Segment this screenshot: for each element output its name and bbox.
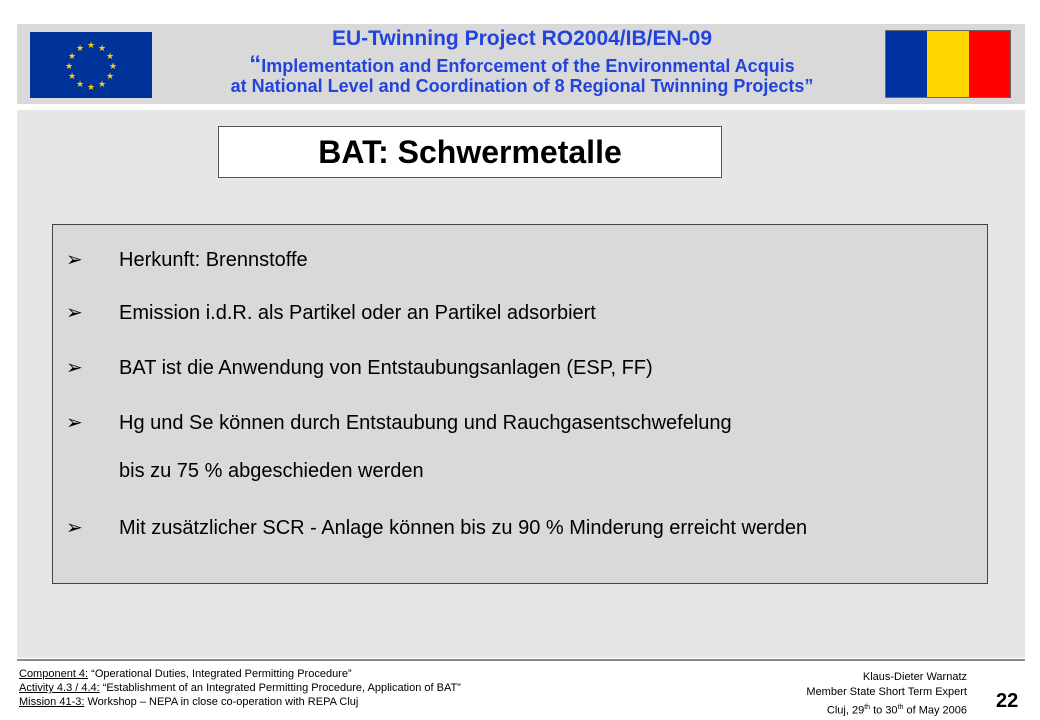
romania-flag-icon (885, 30, 1011, 98)
event-date (806, 700, 967, 719)
footer-mission-line (19, 695, 461, 709)
project-subtitle-line-2: at National Level and Coordination of 8 Regional Twinning Projects” (230, 76, 814, 97)
date-suffix: of May 2006 (903, 704, 967, 717)
arrowhead-bullet-icon: ➢ (66, 249, 83, 271)
footer-activity-line (19, 681, 461, 695)
arrowhead-bullet-icon: ➢ (66, 357, 83, 379)
project-title: EU-Twinning Project RO2004/IB/EN-09 (331, 27, 713, 50)
eu-flag-icon (30, 32, 152, 98)
svg-text:★: ★ (75, 80, 85, 90)
page-number: 22 (996, 690, 1019, 712)
bullet-text: BAT ist die Anwendung von Entstaubungsanlagen (ESP, FF) (119, 357, 653, 379)
svg-text:★: ★ (67, 72, 77, 82)
eu-stars (30, 32, 152, 98)
svg-text:★: ★ (64, 62, 74, 72)
bullet-text: Hg und Se können durch Entstaubung und Rauchgasentschwefelung (119, 412, 732, 434)
svg-text:★: ★ (75, 44, 85, 54)
svg-text:★: ★ (86, 83, 96, 93)
romania-flag-red-stripe (969, 31, 1010, 97)
component-text: “Operational Duties, Integrated Permitting Procedure” (88, 668, 352, 680)
svg-text:★: ★ (105, 72, 115, 82)
arrowhead-bullet-icon: ➢ (66, 302, 83, 324)
footer-project-info (19, 667, 461, 709)
bullet-continuation-text: bis zu 75 % abgeschieden werden (119, 460, 424, 482)
project-subtitle-line-1 (167, 52, 877, 77)
romania-flag-blue-stripe (886, 31, 927, 97)
svg-text:★: ★ (97, 80, 107, 90)
date-superscript-1: th (864, 704, 871, 711)
bullet-text: Herkunft: Brennstoffe (119, 249, 308, 271)
date-prefix: Cluj, 29 (826, 704, 865, 717)
author-name: Klaus-Dieter Warnatz (862, 671, 967, 683)
opening-quote: “ (249, 51, 262, 79)
project-subtitle-text-1: Implementation and Enforcement of the Environmental Acquis (261, 56, 795, 77)
svg-text:★: ★ (105, 52, 115, 62)
svg-text:★: ★ (108, 62, 118, 72)
arrowhead-bullet-icon: ➢ (66, 412, 83, 434)
footer-divider (17, 659, 1025, 661)
bullet-list-box (52, 224, 988, 584)
mission-text: Workshop – NEPA in close co-operation with REPA Cluj (84, 696, 359, 708)
date-superscript-2: th (897, 704, 904, 711)
date-middle: to 30 (870, 704, 898, 717)
svg-text:★: ★ (97, 44, 107, 54)
project-header-text (167, 28, 877, 96)
svg-text:★: ★ (67, 52, 77, 62)
activity-text: “Establishment of an Integrated Permitting Procedure, Application of BAT” (99, 682, 461, 694)
activity-label: Activity 4.3 / 4.4: (19, 682, 100, 694)
footer-author-info (806, 670, 967, 719)
slide-title: BAT: Schwermetalle (218, 126, 722, 178)
mission-label: Mission 41-3: (19, 696, 85, 708)
slide-header (17, 24, 1025, 104)
author-role: Member State Short Term Expert (806, 686, 967, 698)
romania-flag-yellow-stripe (927, 31, 968, 97)
bullet-text: Mit zusätzlicher SCR - Anlage können bis zu 90 % Minderung erreicht werden (119, 517, 808, 539)
svg-text:★: ★ (86, 41, 96, 51)
bullet-text: Emission i.d.R. als Partikel oder an Partikel adsorbiert (119, 302, 596, 324)
footer-component-line (19, 667, 461, 681)
component-label: Component 4: (19, 668, 89, 680)
slide-content (17, 110, 1025, 658)
arrowhead-bullet-icon: ➢ (66, 517, 83, 539)
